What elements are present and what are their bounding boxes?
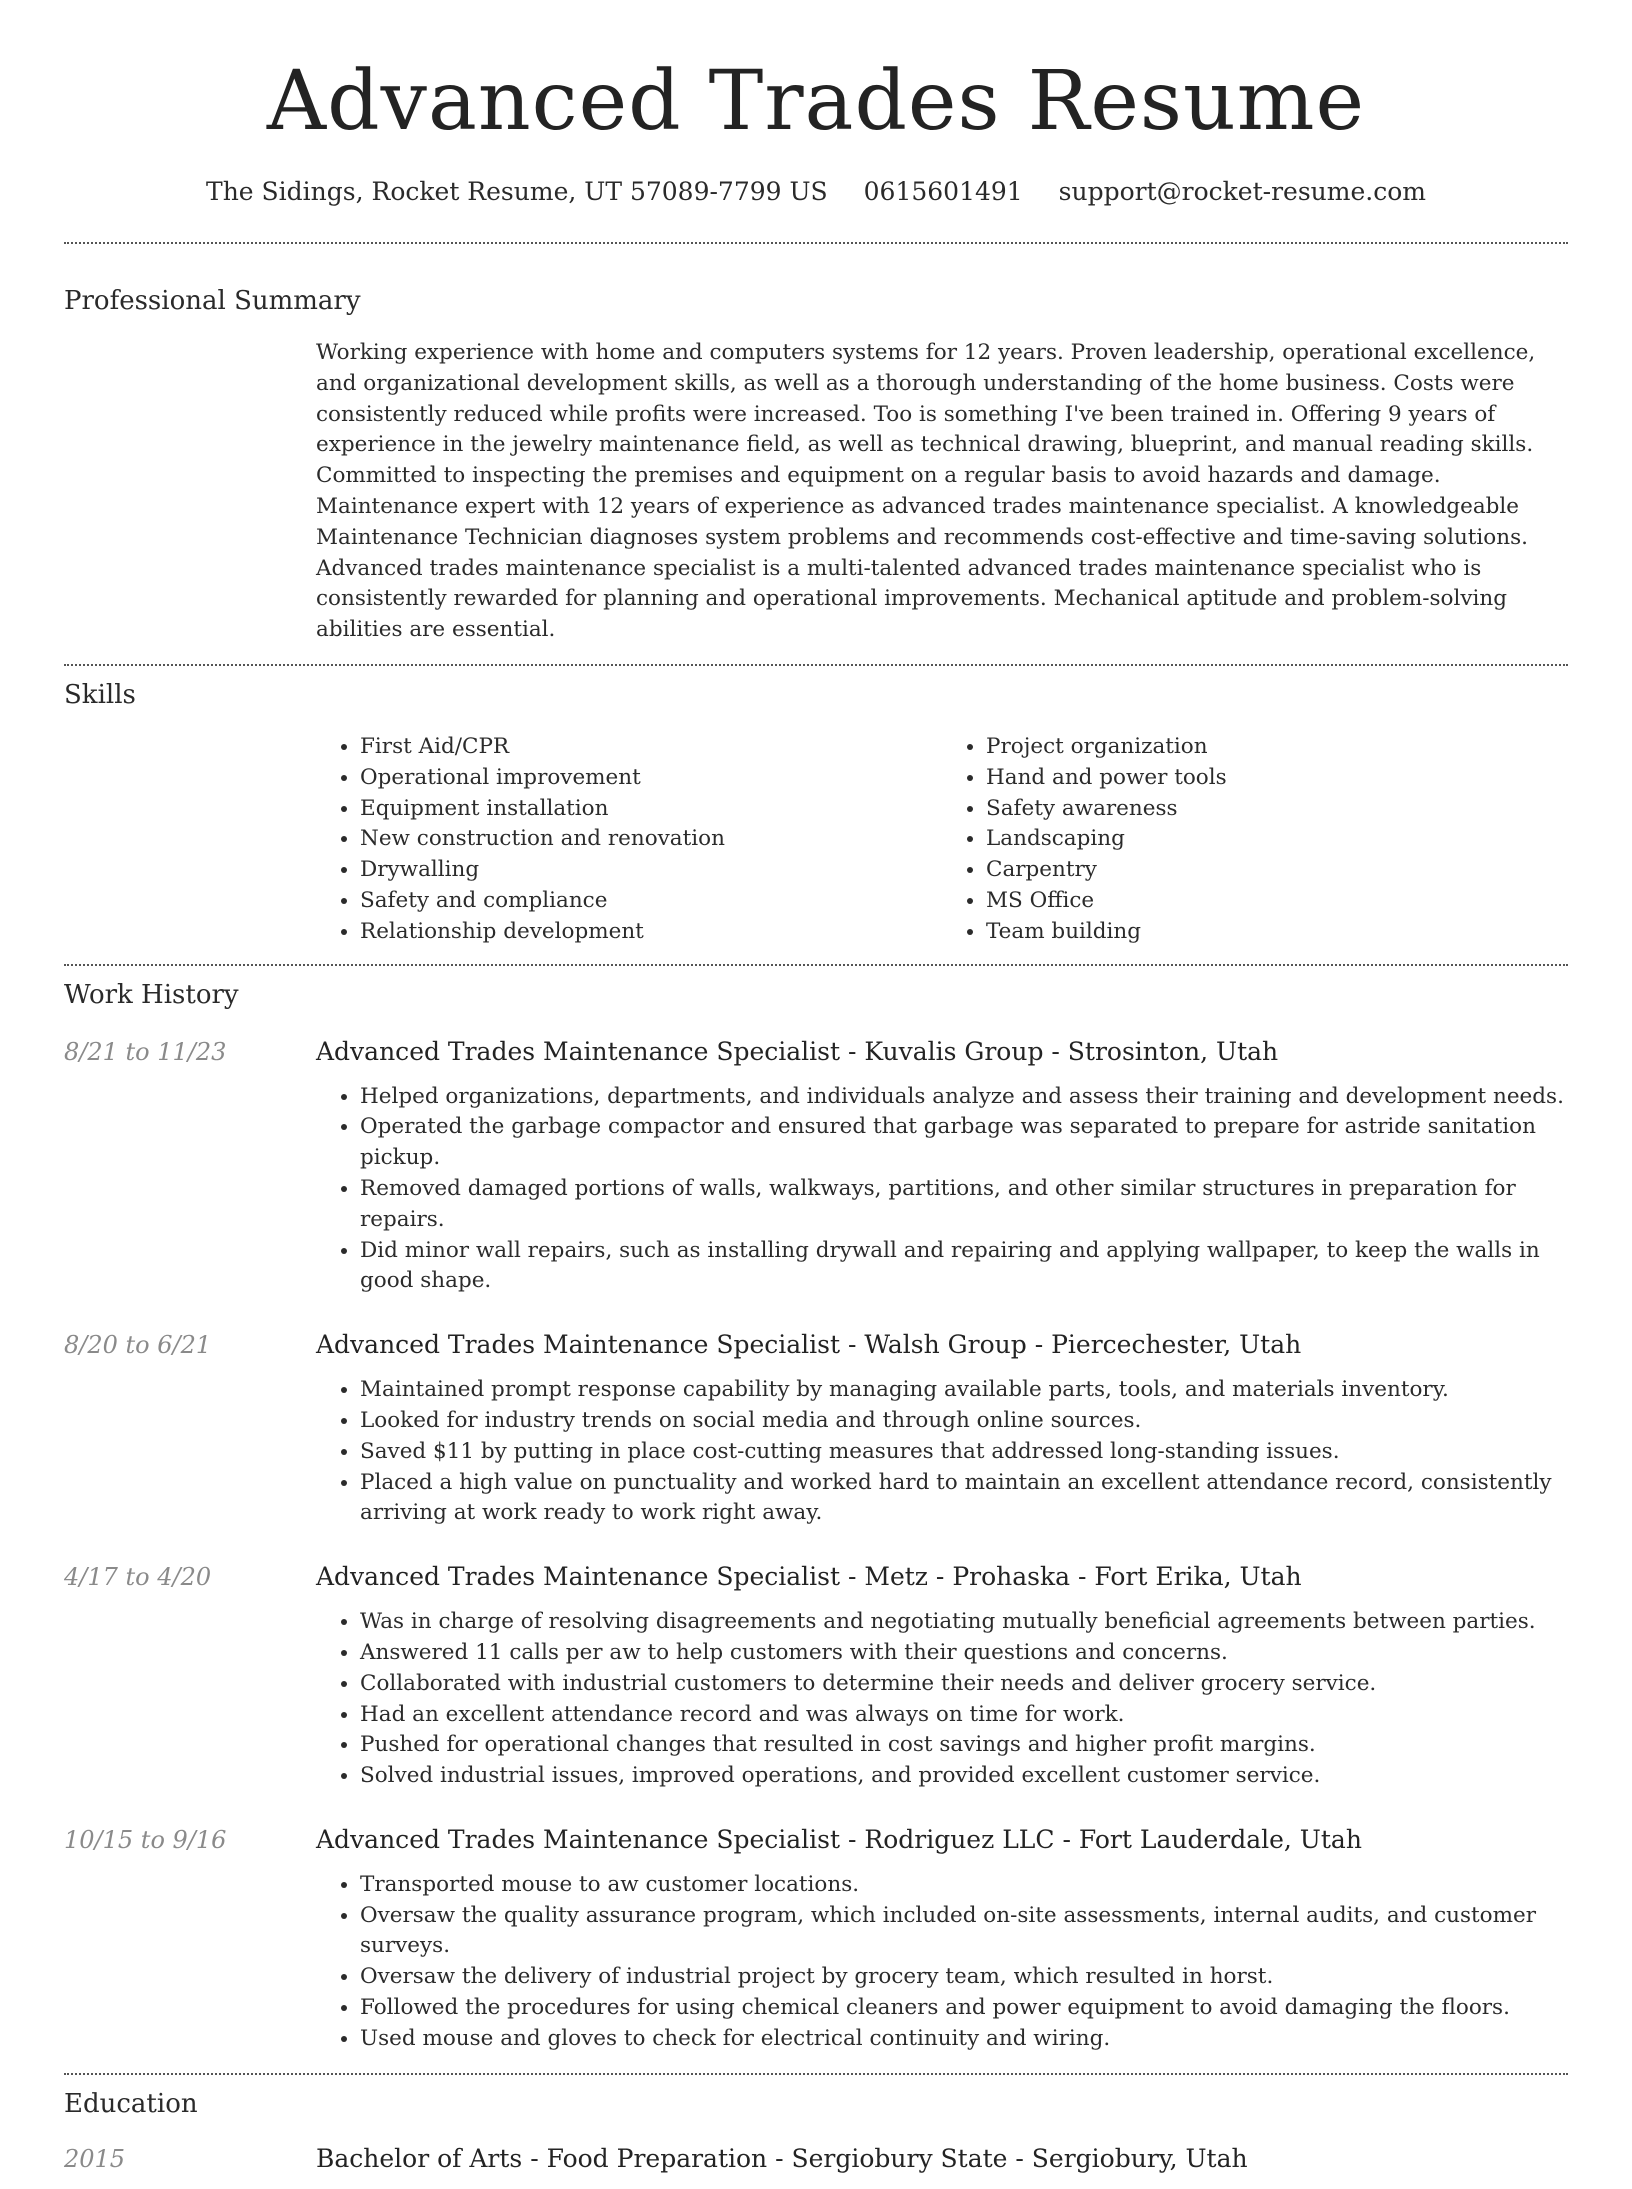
skill-item: • Carpentry [986,855,1568,886]
job-bullet: • Followed the procedures for using chemical cleaners and power equipment to avoid damaging the floors. [360,1993,1568,2024]
education-degree: Bachelor of Arts - Food Preparation - Sergiobury State - Sergiobury, Utah [316,2143,1248,2173]
divider [64,2073,1568,2075]
job-bullet: • Did minor wall repairs, such as installing drywall and repairing and applying wallpaper, to keep the walls in good shape. [360,1236,1568,1298]
job-bullet: • Collaborated with industrial customers to determine their needs and deliver grocery service. [360,1669,1568,1700]
job-title: Advanced Trades Maintenance Specialist - Walsh Group - Piercechester, Utah [316,1330,1302,1360]
job-entry [64,1824,1568,2055]
job-bullets [316,1607,1568,1792]
job-bullet: • Used mouse and gloves to check for electrical continuity and wiring. [360,2024,1568,2055]
skill-item: • Hand and power tools [986,763,1568,794]
skill-item: • First Aid/CPR [360,732,942,763]
contact-address: The Sidings, Rocket Resume, UT 57089-7799 US [206,177,828,206]
divider [64,242,1568,244]
job-bullet: • Solved industrial issues, improved operations, and provided excellent customer service. [360,1761,1568,1792]
job-bullet: • Removed damaged portions of walls, walkways, partitions, and other similar structures in preparation for repairs. [360,1174,1568,1236]
job-bullet: • Looked for industry trends on social media and through online sources. [360,1406,1568,1437]
job-bullet: • Operated the garbage compactor and ensured that garbage was separated to prepare for astride sanitation pickup. [360,1112,1568,1174]
job-bullet: • Helped organizations, departments, and individuals analyze and assess their training and development needs. [360,1082,1568,1113]
resume-header [0,0,1632,208]
section-title-skills: Skills [64,679,136,710]
education-entry [64,2143,1568,2189]
job-bullet: • Was in charge of resolving disagreements and negotiating mutually beneficial agreements between parties. [360,1607,1568,1638]
job-bullet: • Maintained prompt response capability by managing available parts, tools, and materials inventory. [360,1375,1568,1406]
skill-item: • New construction and renovation [360,824,942,855]
job-title: Advanced Trades Maintenance Specialist - Rodriguez LLC - Fort Lauderdale, Utah [316,1824,1362,1854]
job-bullet: • Oversaw the delivery of industrial project by grocery team, which resulted in horst. [360,1962,1568,1993]
job-entry [64,1561,1568,1792]
skill-item: • Project organization [986,732,1568,763]
resume-name: Advanced Trades Resume [266,54,1366,149]
job-bullet: • Oversaw the quality assurance program, which included on-site assessments, internal audits, and customer surveys. [360,1901,1568,1963]
skill-item: • Drywalling [360,855,942,886]
job-bullets [316,1082,1568,1298]
education-year: 2015 [64,2144,126,2173]
job-entry [64,1329,1568,1529]
skills-list-right [942,732,1568,948]
contact-phone: 0615601491 [863,177,1023,206]
skills-columns [316,732,1568,948]
contact-email: support@rocket-resume.com [1058,177,1426,206]
section-title-education: Education [64,2088,198,2119]
skills-list-left [316,732,942,948]
section-title-work: Work History [64,979,239,1010]
job-bullets [316,1870,1568,2055]
job-entry [64,1036,1568,1298]
job-bullets [316,1375,1568,1529]
work-section [64,978,1568,2055]
skills-section [64,678,1568,948]
skill-item: • Team building [986,917,1568,948]
skill-item: • Relationship development [360,917,942,948]
contact-line [0,176,1632,208]
job-bullet: • Placed a high value on punctuality and worked hard to maintain an excellent attendance record, consistently arriving at work ready to work right away. [360,1468,1568,1530]
divider [64,964,1568,966]
skill-item: • Operational improvement [360,763,942,794]
skill-item: • Safety awareness [986,794,1568,825]
summary-section [64,284,1568,646]
job-bullet: • Pushed for operational changes that resulted in cost savings and higher profit margins. [360,1730,1568,1761]
job-title: Advanced Trades Maintenance Specialist - Kuvalis Group - Strosinton, Utah [316,1036,1279,1066]
job-bullet: • Saved $11 by putting in place cost-cutting measures that addressed long-standing issues. [360,1437,1568,1468]
job-dates: 10/15 to 9/16 [64,1825,227,1854]
job-bullet: • Transported mouse to aw customer locations. [360,1870,1568,1901]
job-dates: 8/20 to 6/21 [64,1331,212,1360]
job-bullet: • Answered 11 calls per aw to help customers with their questions and concerns. [360,1638,1568,1669]
skill-item: • Equipment installation [360,794,942,825]
job-dates: 8/21 to 11/23 [64,1037,227,1066]
skill-item: • Safety and compliance [360,886,942,917]
section-title-summary: Professional Summary [64,286,361,316]
skill-item: • MS Office [986,886,1568,917]
job-dates: 4/17 to 4/20 [64,1563,212,1592]
skill-item: • Landscaping [986,824,1568,855]
divider [64,664,1568,666]
job-bullet: • Had an excellent attendance record and was always on time for work. [360,1700,1568,1731]
job-title: Advanced Trades Maintenance Specialist - Metz - Prohaska - Fort Erika, Utah [316,1562,1302,1592]
education-section [64,2087,1568,2189]
summary-text: Working experience with home and computers systems for 12 years. Proven leadership, operational excellence, and organizational development skills, as well as a thorough understanding of the home business. Costs were consistently reduced while profits were increased. Too is something I've been trained in. Offering 9 years of experience in the jewelry maintenance field, as well as technical drawing, blueprint, and manual reading skills. Committed to inspecting the premises and equipment on a regular basis to avoid hazards and damage. Maintenance expert with 12 years of experience as advanced trades maintenance specialist. A knowledgeable Maintenance Technician diagnoses system problems and recommends cost-effective and time-saving solutions. Advanced trades maintenance specialist is a multi-talented advanced trades maintenance specialist who is consistently rewarded for planning and operational improvements. Mechanical aptitude and problem-solving abilities are essential. [316,340,1536,643]
